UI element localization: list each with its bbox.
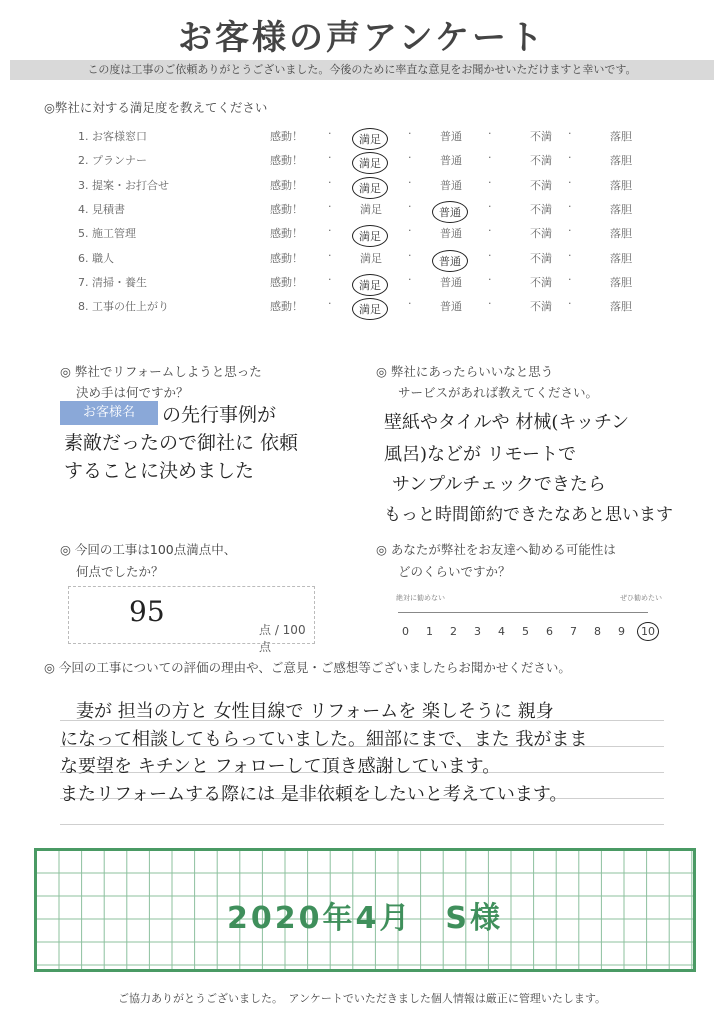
satisfaction-option[interactable]: 落胆 <box>610 154 632 168</box>
page-title: お客様の声アンケート <box>178 18 546 58</box>
satisfaction-option[interactable]: 落胆 <box>610 202 632 216</box>
satisfaction-option[interactable]: 普通 <box>440 154 462 168</box>
separator-dot: · <box>328 127 332 140</box>
separator-dot: · <box>408 199 412 213</box>
satisfaction-option[interactable]: 普通 <box>432 250 468 272</box>
comment-line: な要望を キチンと フォローして頂き感謝しています。 <box>60 756 501 777</box>
scale-number[interactable]: 2 <box>450 625 457 638</box>
satisfaction-option[interactable]: 満足 <box>352 225 388 247</box>
scale-number[interactable]: 10 <box>637 622 659 641</box>
satisfaction-row-label: 6. 職人 <box>78 251 114 265</box>
satisfaction-option[interactable]: 普通 <box>432 201 468 223</box>
reason-answer-3: することに決めました <box>64 460 255 482</box>
service-question-2: サービスがあれば教えてください。 <box>398 385 599 400</box>
satisfaction-option[interactable]: 満足 <box>352 274 388 296</box>
separator-dot: · <box>488 272 492 286</box>
satisfaction-option[interactable]: 不満 <box>530 251 552 265</box>
separator-dot: · <box>568 224 572 238</box>
separator-dot: · <box>408 127 412 140</box>
satisfaction-option[interactable]: 普通 <box>440 300 462 314</box>
comment-line: またリフォームする際には 是非依頼をしたいと考えています。 <box>60 784 568 805</box>
reason-answer-1: の先行事例が <box>162 404 277 426</box>
service-answer-4: もっと時間節約できたなあと思います <box>384 505 673 525</box>
separator-dot: · <box>488 151 492 165</box>
separator-dot: · <box>568 272 572 286</box>
satisfaction-row <box>60 220 680 246</box>
satisfaction-option[interactable]: 落胆 <box>610 227 632 241</box>
separator-dot: · <box>488 175 492 189</box>
score-value: 95 <box>129 595 165 628</box>
satisfaction-option[interactable]: 不満 <box>530 130 552 143</box>
separator-dot: · <box>568 248 572 262</box>
separator-dot: · <box>488 224 492 238</box>
footer-note: ご協力ありがとうございました。 アンケートでいただきました個人情報は厳正に管理いたします。 <box>118 992 606 1005</box>
satisfaction-option[interactable]: 不満 <box>530 275 552 289</box>
separator-dot: · <box>328 151 332 165</box>
recommend-question-2: どのくらいですか？ <box>398 564 511 579</box>
date-stamp-box <box>34 848 696 972</box>
satisfaction-row <box>60 293 680 319</box>
separator-dot: · <box>568 175 572 189</box>
service-question-1: ◎ 弊社にあったらいいなと思う <box>376 364 554 379</box>
satisfaction-option[interactable]: 満足 <box>352 298 388 320</box>
satisfaction-option[interactable]: 満足 <box>360 202 382 216</box>
separator-dot: · <box>568 151 572 165</box>
satisfaction-option[interactable]: 感動！ <box>270 130 303 143</box>
satisfaction-option[interactable]: 不満 <box>530 227 552 241</box>
scale-number[interactable]: 1 <box>426 625 433 638</box>
separator-dot: · <box>328 272 332 286</box>
satisfaction-option[interactable]: 落胆 <box>610 130 632 143</box>
date-stamp-text: 2020年4月 S様 <box>227 901 503 936</box>
satisfaction-option[interactable]: 落胆 <box>610 300 632 314</box>
satisfaction-option[interactable]: 感動！ <box>270 202 303 216</box>
scale-number[interactable]: 3 <box>474 625 481 638</box>
satisfaction-option[interactable]: 普通 <box>440 130 462 143</box>
separator-dot: · <box>328 199 332 213</box>
satisfaction-row-label: 4. 見積書 <box>78 202 125 216</box>
satisfaction-option[interactable]: 感動！ <box>270 227 303 241</box>
intro-banner: この度は工事のご依頼ありがとうございました。今後のために率直な意見をお聞かせいただけますと幸いです。 <box>10 60 714 80</box>
satisfaction-row <box>60 123 680 149</box>
separator-dot: · <box>408 272 412 286</box>
separator-dot: · <box>328 224 332 238</box>
satisfaction-option[interactable]: 落胆 <box>610 251 632 265</box>
customer-name-mask: お客様名 <box>60 401 158 425</box>
satisfaction-option[interactable]: 落胆 <box>610 178 632 192</box>
satisfaction-row-label: 2. プランナー <box>78 154 147 168</box>
comment-line: になって相談してもらっていました。細部にまで、また 我がまま <box>60 729 588 750</box>
satisfaction-row-label: 5. 施工管理 <box>78 227 136 241</box>
scale-number[interactable]: 8 <box>594 625 601 638</box>
score-unit: 点 / 100点 <box>259 623 306 654</box>
satisfaction-option[interactable]: 感動！ <box>270 275 303 289</box>
satisfaction-option[interactable]: 不満 <box>530 300 552 314</box>
separator-dot: · <box>328 248 332 262</box>
separator-dot: · <box>488 248 492 262</box>
separator-dot: · <box>408 151 412 165</box>
satisfaction-option[interactable]: 満足 <box>360 251 382 265</box>
satisfaction-row <box>60 172 680 198</box>
separator-dot: · <box>328 297 332 311</box>
recommend-scale-line <box>398 612 648 613</box>
separator-dot: · <box>488 199 492 213</box>
separator-dot: · <box>568 199 572 213</box>
separator-dot: · <box>328 175 332 189</box>
score-question-1: ◎ 今回の工事は100点満点中、 <box>60 542 237 557</box>
service-answer-1: 壁紙やタイルや 材械(キッチン <box>384 412 630 433</box>
satisfaction-row <box>60 245 680 271</box>
satisfaction-option[interactable]: 落胆 <box>610 275 632 289</box>
separator-dot: · <box>488 297 492 311</box>
service-answer-3: サンプルチェックできたら <box>392 474 606 495</box>
satisfaction-row <box>60 147 680 173</box>
scale-number[interactable]: 9 <box>618 625 625 638</box>
satisfaction-option[interactable]: 満足 <box>352 128 388 150</box>
recommend-high-hint: ぜひ勧めたい <box>620 594 662 602</box>
satisfaction-option[interactable]: 不満 <box>530 202 552 216</box>
recommend-low-hint: 絶対に勧めない <box>396 594 445 602</box>
separator-dot: · <box>408 248 412 262</box>
satisfaction-option[interactable]: 不満 <box>530 178 552 192</box>
satisfaction-option[interactable]: 不満 <box>530 154 552 168</box>
scale-number[interactable]: 0 <box>402 625 409 638</box>
score-box <box>68 586 315 654</box>
separator-dot: · <box>408 224 412 238</box>
satisfaction-option[interactable]: 満足 <box>352 152 388 174</box>
satisfaction-question: ◎弊社に対する満足度を教えてください <box>44 100 268 115</box>
satisfaction-option[interactable]: 普通 <box>440 178 462 192</box>
separator-dot: · <box>568 127 572 140</box>
scale-number[interactable]: 4 <box>498 625 505 638</box>
separator-dot: · <box>408 297 412 311</box>
scale-number[interactable]: 7 <box>570 625 577 638</box>
satisfaction-option[interactable]: 感動！ <box>270 154 303 168</box>
satisfaction-option[interactable]: 普通 <box>440 227 462 241</box>
separator-dot: · <box>408 175 412 189</box>
separator-dot: · <box>568 297 572 311</box>
score-question-2: 何点でしたか？ <box>76 564 164 579</box>
satisfaction-option[interactable]: 感動！ <box>270 178 303 192</box>
satisfaction-row <box>60 196 680 222</box>
recommend-question-1: ◎ あなたが弊社をお友達へ勧める可能性は <box>376 542 616 557</box>
satisfaction-option[interactable]: 感動！ <box>270 300 303 314</box>
separator-dot: · <box>488 127 492 140</box>
reason-question-2: 決め手は何ですか？ <box>76 385 189 400</box>
satisfaction-row-label: 8. 工事の仕上がり <box>78 300 169 314</box>
satisfaction-row <box>60 269 680 295</box>
reason-answer-2: 素敵だったので御社に 依頼 <box>64 432 299 454</box>
satisfaction-option[interactable]: 満足 <box>352 177 388 199</box>
satisfaction-row-label: 7. 清掃・養生 <box>78 275 147 289</box>
scale-number[interactable]: 6 <box>546 625 553 638</box>
ruled-line <box>60 824 664 825</box>
scale-number[interactable]: 5 <box>522 625 529 638</box>
satisfaction-option[interactable]: 感動！ <box>270 251 303 265</box>
satisfaction-row-label: 3. 提案・お打合せ <box>78 178 169 192</box>
reason-question-1: ◎ 弊社でリフォームしようと思った <box>60 364 262 379</box>
service-answer-2: 風呂)などが リモートで <box>384 444 577 465</box>
satisfaction-option[interactable]: 普通 <box>440 275 462 289</box>
comments-question: ◎ 今回の工事についての評価の理由や、ご意見・ご感想等ございましたらお聞かせください。 <box>44 660 571 675</box>
comment-line: 妻が 担当の方と 女性目線で リフォームを 楽しそうに 親身 <box>76 701 554 722</box>
satisfaction-row-label: 1. お客様窓口 <box>78 130 147 143</box>
